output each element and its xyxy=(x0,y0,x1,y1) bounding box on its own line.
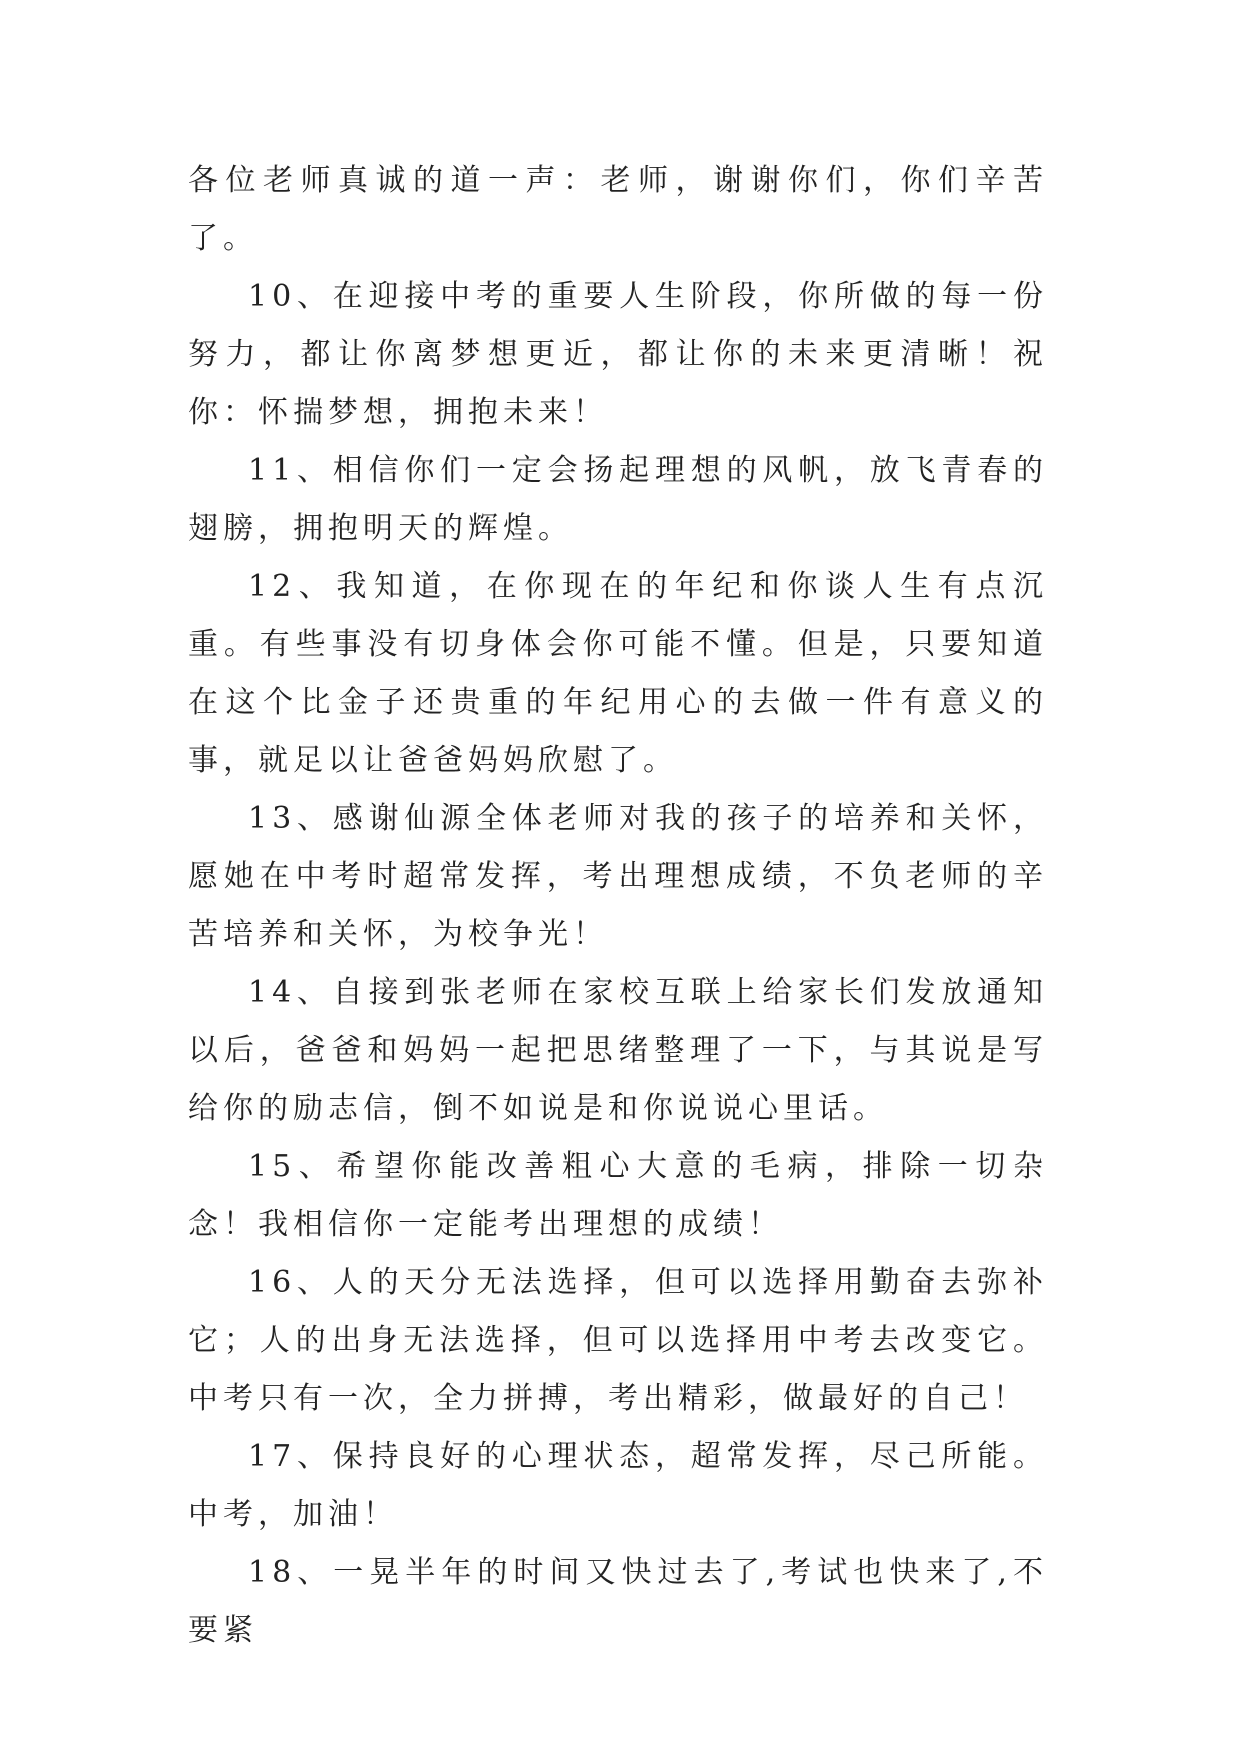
paragraph-13: 13、感谢仙源全体老师对我的孩子的培养和关怀，愿她在中考时超常发挥，考出理想成绩，不负老师的辛苦培养和关怀，为校争光！ xyxy=(188,801,1048,952)
paragraph-15: 15、希望你能改善粗心大意的毛病，排除一切杂念！我相信你一定能考出理想的成绩！ xyxy=(188,1149,1048,1242)
paragraph-11: 11、相信你们一定会扬起理想的风帆，放飞青春的翅膀，拥抱明天的辉煌。 xyxy=(188,453,1048,546)
paragraph-18: 18、一晃半年的时间又快过去了,考试也快来了,不要紧 xyxy=(188,1555,1048,1648)
paragraph-10: 10、在迎接中考的重要人生阶段，你所做的每一份努力，都让你离梦想更近，都让你的未来更清晰！祝你：怀揣梦想，拥抱未来！ xyxy=(188,279,1048,430)
paragraph-12: 12、我知道，在你现在的年纪和你谈人生有点沉重。有些事没有切身体会你可能不懂。但是，只要知道在这个比金子还贵重的年纪用心的去做一件有意义的事，就足以让爸爸妈妈欣慰了。 xyxy=(188,569,1048,778)
paragraph-16: 16、人的天分无法选择，但可以选择用勤奋去弥补它；人的出身无法选择，但可以选择用中考去改变它。中考只有一次，全力拼搏，考出精彩，做最好的自己！ xyxy=(188,1265,1048,1416)
paragraph-14: 14、自接到张老师在家校互联上给家长们发放通知以后，爸爸和妈妈一起把思绪整理了一下，与其说是写给你的励志信，倒不如说是和你说说心里话。 xyxy=(188,975,1048,1126)
paragraph-17: 17、保持良好的心理状态，超常发挥，尽己所能。中考，加油！ xyxy=(188,1439,1048,1532)
document-body xyxy=(188,152,1048,1660)
paragraph-continuation: 各位老师真诚的道一声：老师，谢谢你们，你们辛苦了。 xyxy=(188,163,1048,256)
